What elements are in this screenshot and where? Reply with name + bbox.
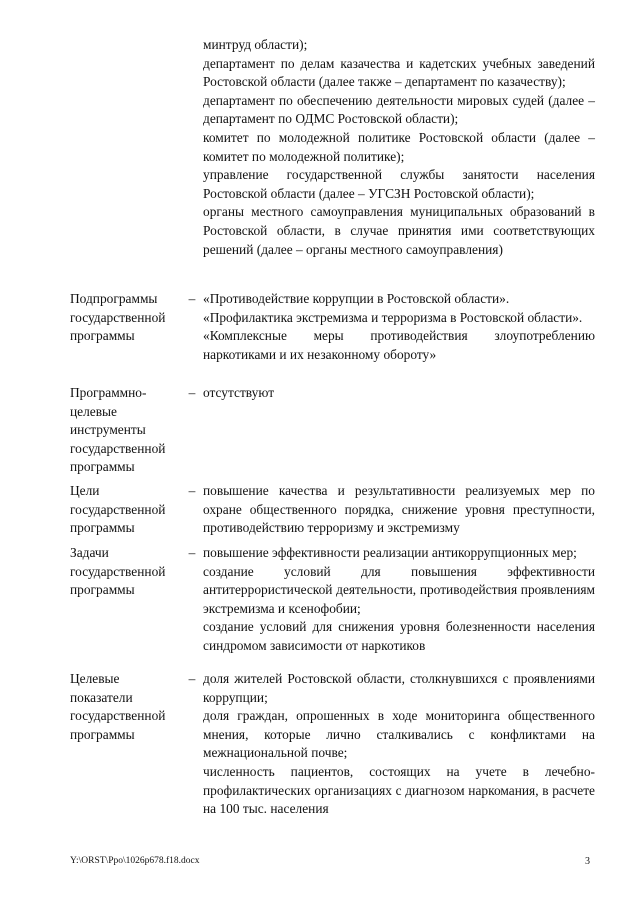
row-content: [203, 384, 595, 403]
row-dash: –: [188, 483, 196, 498]
content-item: доля жителей Ростовской области, столкнувшихся с проявлениями коррупции;: [203, 671, 595, 705]
row-dash: –: [188, 671, 196, 686]
footer-page-number: 3: [585, 856, 590, 867]
row-content: [203, 670, 595, 819]
content-item: создание условий для повышения эффективности антитеррористической деятельности, противодействия проявлениям экстремизма и ксенофобии;: [203, 563, 595, 616]
content-item: «Комплексные меры противодействия злоупотреблению наркотиками и их незаконному обороту»: [203, 328, 595, 362]
row-dash: –: [188, 385, 196, 400]
footer-file-path: Y:\ORST\Ppo\1026p678.f18.docx: [70, 856, 200, 866]
content-item: создание условий для снижения уровня болезненности населения синдромом зависимости от наркотиков: [203, 619, 595, 653]
row-content: [203, 544, 595, 656]
row-label: Цели государственной программы: [70, 483, 166, 536]
executor-item: управление государственной службы занятости населения Ростовской области (далее – УГСЗН Ростовской области);: [203, 167, 595, 201]
content-item: «Противодействие коррупции в Ростовской области».: [203, 291, 510, 306]
row-label: Подпрограммы государственной программы: [70, 291, 166, 344]
content-item: отсутствуют: [203, 385, 275, 400]
row-content: [203, 482, 595, 538]
executor-item: департамент по обеспечению деятельности мировых судей (далее – департамент по ОДМС Ростовской области);: [203, 92, 595, 127]
row-dash: –: [188, 291, 196, 306]
executor-item: минтруд области);: [203, 37, 308, 52]
row-label: Целевые показатели государственной программы: [70, 671, 166, 742]
content-item: доля граждан, опрошенных в ходе мониторинга общественного мнения, которые лично сталкивались с конфликтами на межнациональной почве;: [203, 708, 595, 761]
executor-item: органы местного самоуправления муниципальных образований в Ростовской области, в случае принятия ими соответствующих решений (далее – органы местного самоуправления): [203, 204, 595, 257]
content-item: повышение качества и результативности реализуемых мер по охране общественного порядка, снижение уровня преступности, противодействию терроризму и экстремизму: [203, 483, 595, 536]
row-content: [203, 290, 595, 364]
content-item: численность пациентов, состоящих на учете в лечебно-профилактических организациях с диагнозом наркомания, в расчете на 100 тыс. населения: [203, 763, 595, 817]
content-item: повышение эффективности реализации антикоррупционных мер;: [203, 545, 577, 560]
executor-item: комитет по молодежной политике Ростовской области (далее – комитет по молодежной политике);: [203, 129, 595, 164]
executors-list: [203, 36, 595, 259]
row-label: Программно-целевые инструменты государственной программы: [70, 385, 166, 475]
content-item: «Профилактика экстремизма и терроризма в Ростовской области».: [203, 309, 583, 325]
executor-item: департамент по делам казачества и кадетских учебных заведений Ростовской области (далее также – департамент по казачеству);: [203, 55, 595, 90]
row-dash: –: [188, 545, 196, 560]
row-label: Задачи государственной программы: [70, 545, 166, 598]
